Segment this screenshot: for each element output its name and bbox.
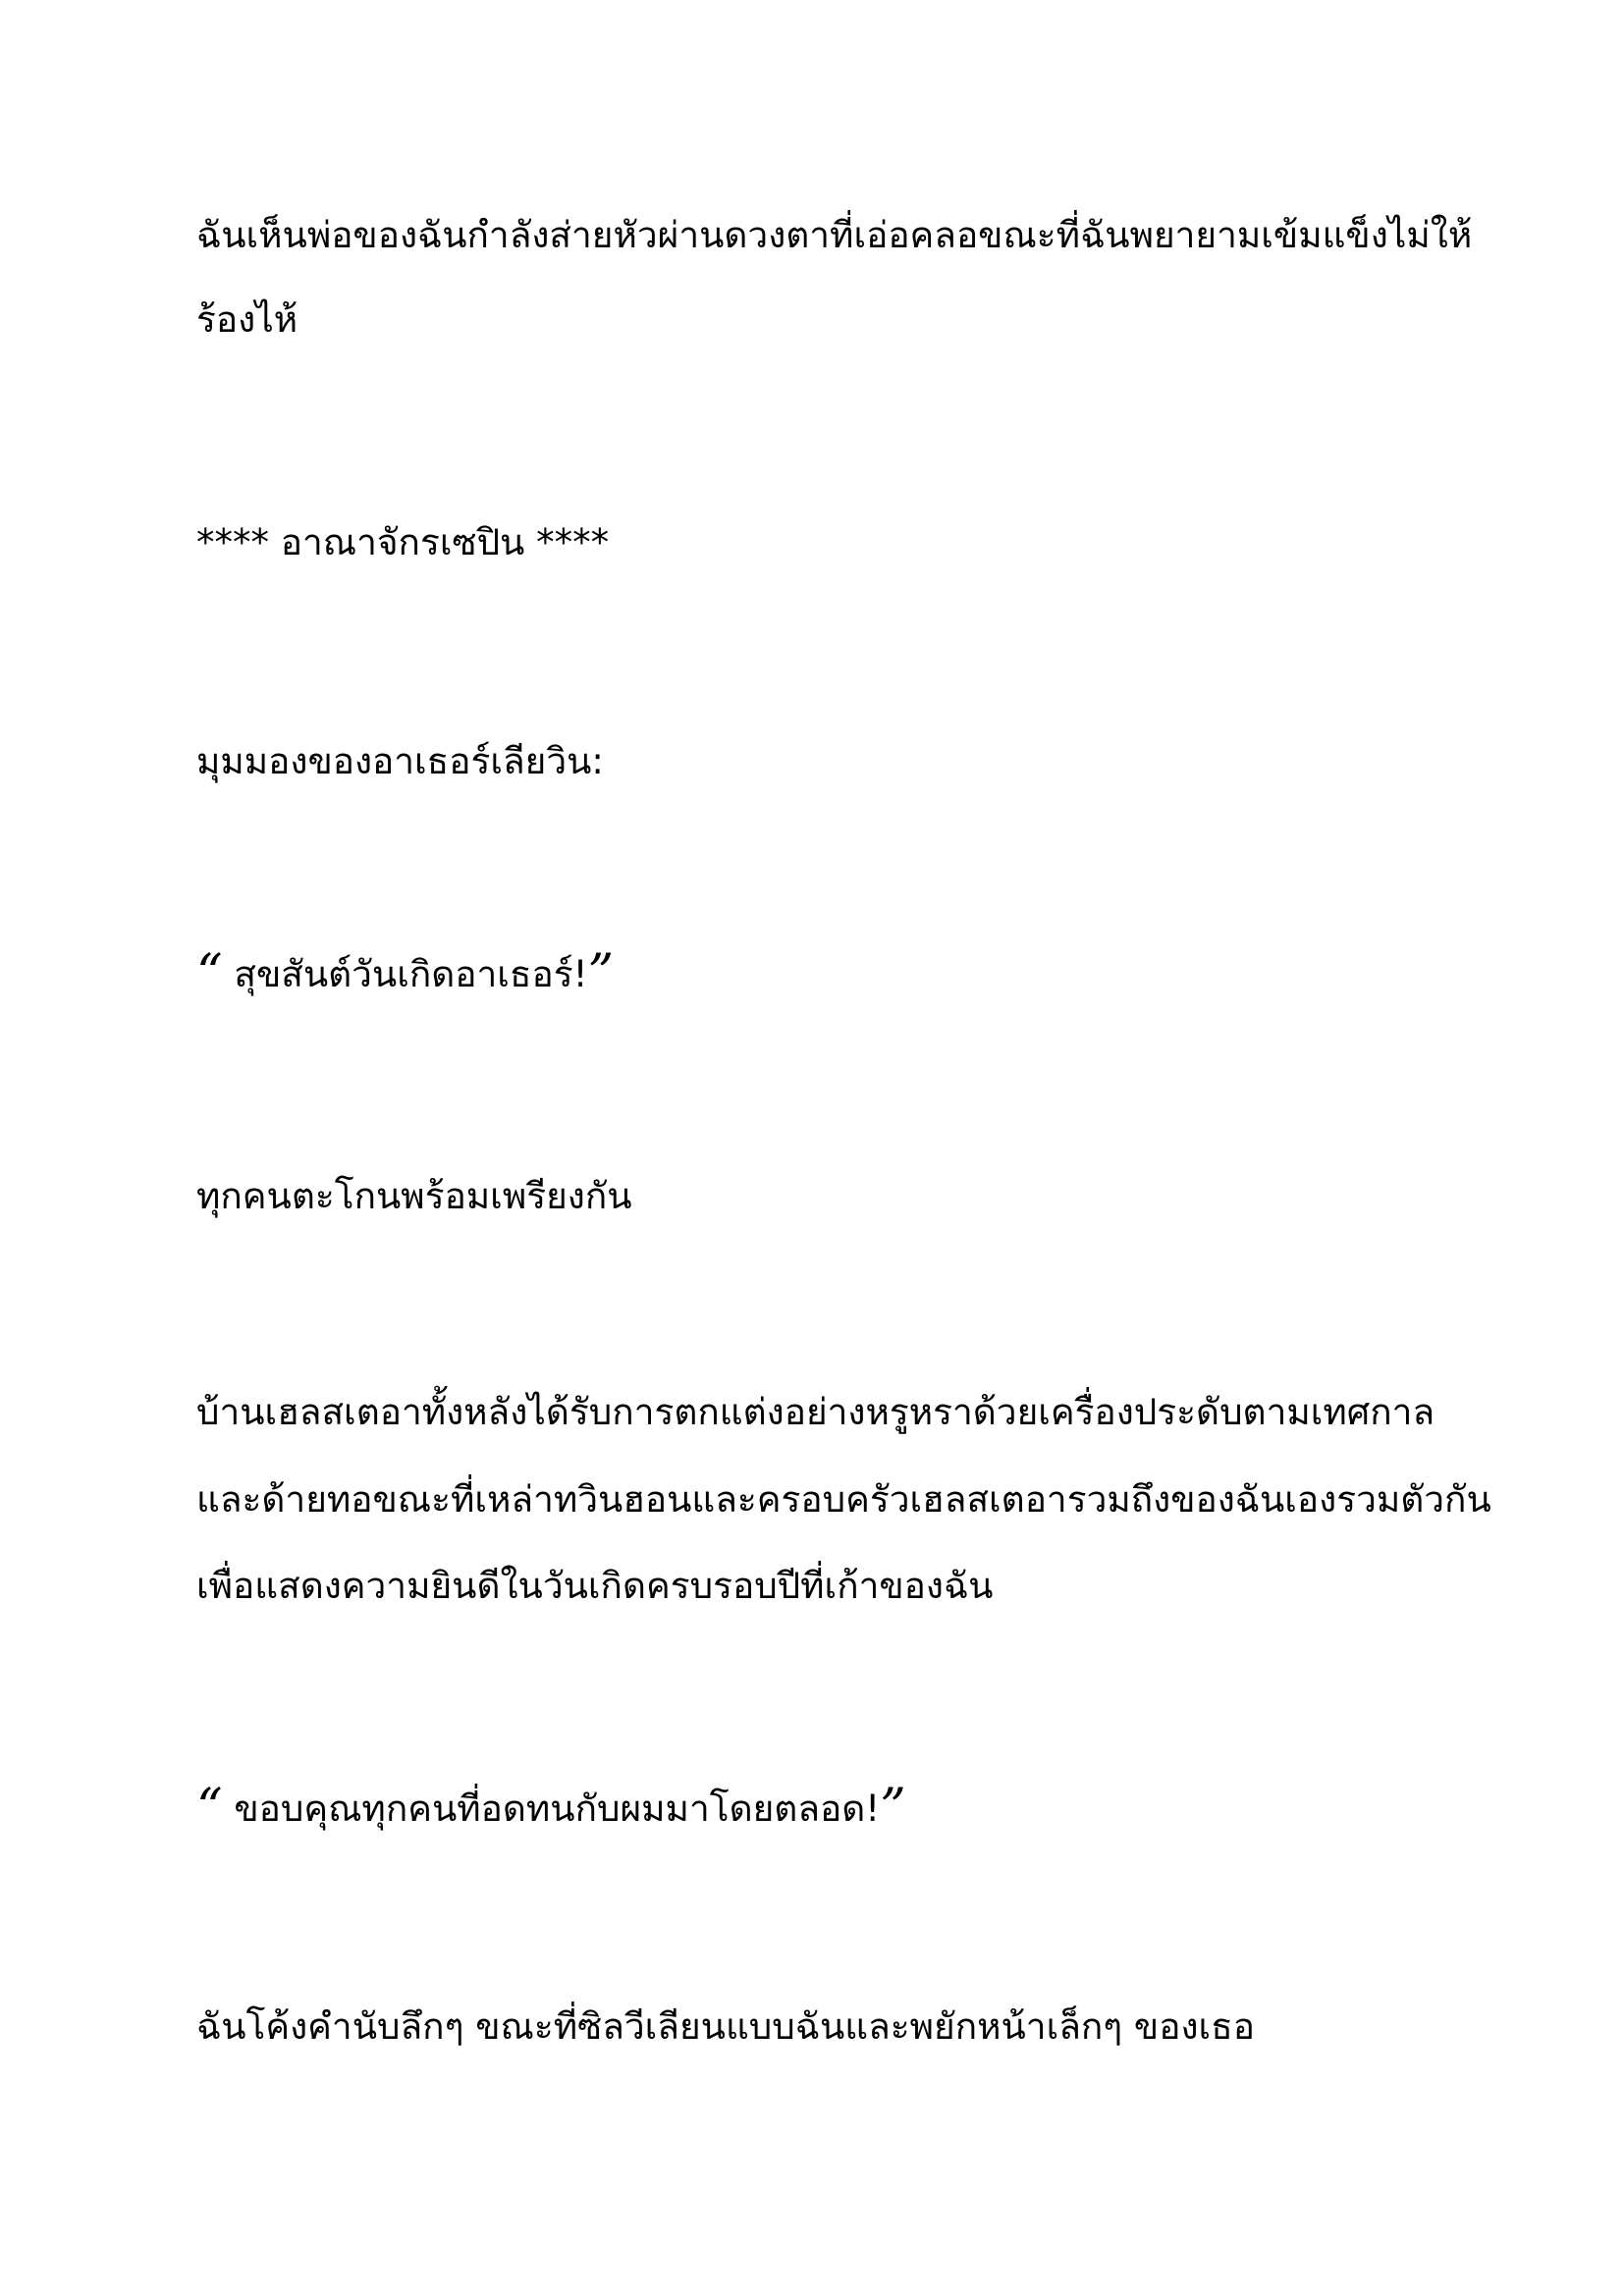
paragraph-house-line-3: เพื่อแสดงความยินดีในวันเกิดครบรอบปีที่เก้าของฉัน <box>196 1565 994 1607</box>
dialogue-thanks <box>196 1779 1453 1838</box>
open-quote-mark: “ <box>196 944 223 1003</box>
pov-heading: มุมมองของอาเธอร์เลียวิน: <box>196 740 604 782</box>
narration-shout: ทุกคนตะโกนพร้อมเพรียงกัน <box>196 1175 632 1217</box>
paragraph-house-line-1: บ้านเฮลสเตอาทั้งหลังได้รับการตกแต่งอย่างหรูหราด้วยเครื่องประดับตามเทศกาล <box>196 1391 1435 1433</box>
paragraph-1-line-1: ฉันเห็นพ่อของฉันกำลังส่ายหัวผ่านดวงตาที่เอ่อคลอขณะที่ฉันพยายามเข้มแข็งไม่ให้ <box>196 214 1473 256</box>
dialogue-birthday <box>196 944 1453 1003</box>
dialogue-text: สุขสันต์วันเกิดอาเธอร์! <box>222 953 588 995</box>
dialogue-text: ขอบคุณทุกคนที่อดทนกับผมมาโดยตลอด! <box>222 1788 881 1830</box>
paragraph-house-line-2: และด้ายทอขณะที่เหล่าทวินฮอนและครอบครัวเฮลสเตอารวมถึงของฉันเองรวมตัวกัน <box>196 1478 1491 1521</box>
narration-bow: ฉันโค้งคำนับลึกๆ ขณะที่ซิลวีเลียนแบบฉันและพยักหน้าเล็กๆ ของเธอ <box>196 2005 1255 2048</box>
paragraph-1-line-2: ร้องไห้ <box>196 298 298 341</box>
open-quote-mark: “ <box>196 1779 223 1838</box>
close-quote-mark: ” <box>880 1779 906 1838</box>
close-quote-mark: ” <box>587 944 615 1003</box>
scene-heading: **** อาณาจักรเซปิน **** <box>196 521 610 563</box>
